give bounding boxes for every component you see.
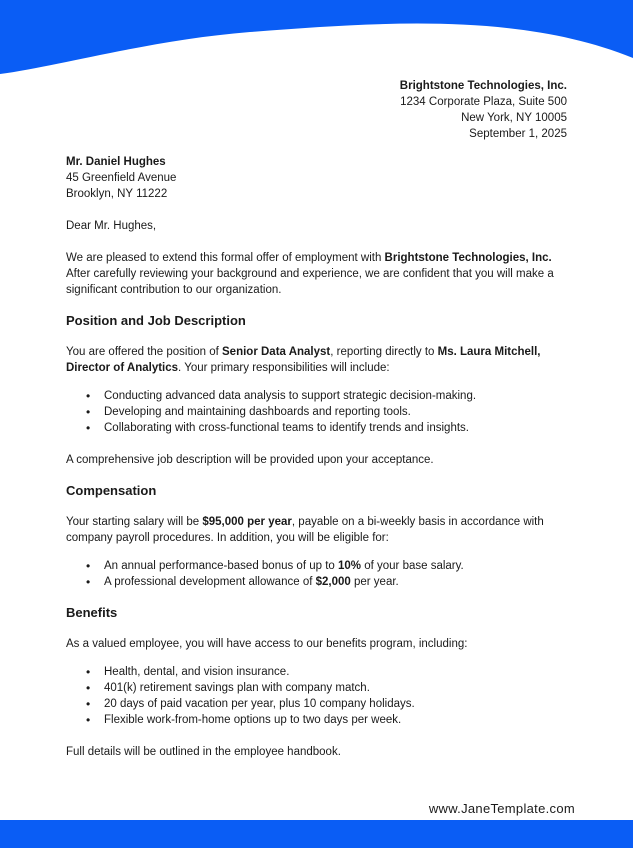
responsibilities-list [66, 388, 566, 436]
allowance-amount: $2,000 [315, 576, 351, 588]
bonus-text-after: of your base salary. [361, 560, 464, 572]
recipient-name: Mr. Daniel Hughes [66, 156, 166, 168]
position-closing: A comprehensive job description will be provided upon your acceptance. [66, 454, 434, 466]
list-item [104, 558, 566, 574]
footer-bar-decoration [0, 820, 633, 848]
intro-paragraph [66, 250, 566, 298]
recipient-block [66, 154, 566, 202]
intro-text-after: After carefully reviewing your background and experience, we are confident that you will make a significant contribution to our organization. [66, 268, 554, 296]
intro-company: Brightstone Technologies, Inc. [384, 252, 552, 264]
greeting: Dear Mr. Hughes, [66, 220, 157, 232]
intro-text-before: We are pleased to extend this formal offer of employment with [66, 252, 385, 264]
compensation-text1: Your starting salary will be [66, 516, 203, 528]
position-text1: You are offered the position of [66, 346, 223, 358]
list-item: • Health, dental, and vision insurance. [104, 664, 566, 680]
list-item [104, 574, 566, 590]
recipient-address-line1: 45 Greenfield Avenue [66, 172, 177, 184]
benefits-intro: As a valued employee, you will have access to our benefits program, including: [66, 638, 468, 650]
list-item: • 401(k) retirement savings plan with company match. [104, 680, 566, 696]
compensation-heading: Compensation [66, 483, 157, 498]
position-text2: , reporting directly to [330, 346, 438, 358]
list-item: • Flexible work-from-home options up to two days per week. [104, 712, 566, 728]
header-wave-decoration [0, 0, 633, 80]
position-heading: Position and Job Description [66, 313, 246, 328]
benefits-heading: Benefits [66, 605, 118, 620]
position-title: Senior Data Analyst [222, 346, 331, 358]
letter-body [66, 154, 566, 760]
letter-date: September 1, 2025 [469, 128, 567, 140]
allowance-text-after: per year. [350, 576, 399, 588]
recipient-address-line2: Brooklyn, NY 11222 [66, 188, 168, 200]
footer-url[interactable]: www.JaneTemplate.com [428, 801, 575, 816]
position-text3: . Your primary responsibilities will include: [178, 362, 390, 374]
sender-company: Brightstone Technologies, Inc. [399, 80, 567, 92]
compensation-salary: $95,000 per year [202, 516, 292, 528]
list-item: • Collaborating with cross-functional teams to identify trends and insights. [104, 420, 566, 436]
list-item: • 20 days of paid vacation per year, plus 10 company holidays. [104, 696, 566, 712]
compensation-list [66, 558, 566, 590]
bonus-percent: 10% [338, 560, 362, 572]
sender-block [400, 78, 567, 142]
position-paragraph [66, 344, 566, 376]
list-item: • Conducting advanced data analysis to support strategic decision-making. [104, 388, 566, 404]
list-item: • Developing and maintaining dashboards and reporting tools. [104, 404, 566, 420]
compensation-paragraph [66, 514, 566, 546]
sender-address-line2: New York, NY 10005 [461, 112, 567, 124]
compensation-text2: , payable on a bi-weekly basis in accordance with company payroll procedures. In addition, you will be eligible for: [66, 516, 544, 544]
sender-address-line1: 1234 Corporate Plaza, Suite 500 [400, 96, 567, 108]
benefits-list [66, 664, 566, 728]
bonus-text-before: An annual performance-based bonus of up to [104, 560, 338, 572]
allowance-text-before: A professional development allowance of [104, 576, 316, 588]
position-manager: Ms. Laura Mitchell, Director of Analytics [66, 346, 541, 374]
benefits-closing: Full details will be outlined in the employee handbook. [66, 746, 341, 758]
